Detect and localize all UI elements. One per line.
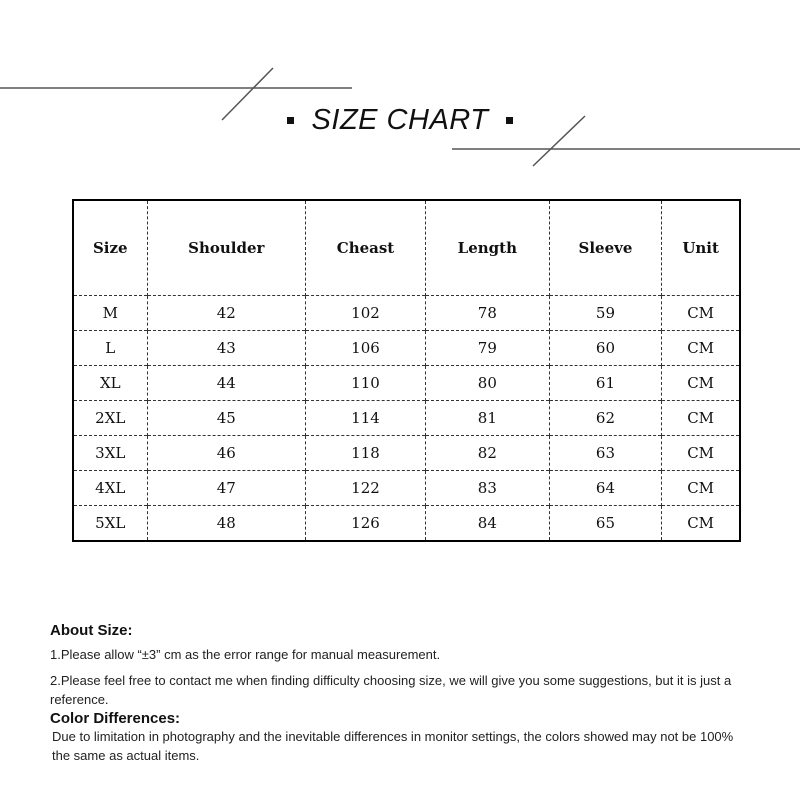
column-header-sleeve: Sleeve	[549, 200, 662, 296]
cell-unit: CM	[662, 471, 740, 506]
table-row	[73, 296, 740, 331]
cell-shoulder: 46	[147, 436, 306, 471]
cell-chest: 126	[306, 506, 426, 542]
right-bullet-icon	[506, 117, 513, 124]
cell-unit: CM	[662, 366, 740, 401]
size-table	[72, 199, 741, 542]
notes-section	[50, 622, 750, 765]
cell-shoulder: 45	[147, 401, 306, 436]
column-header-size: Size	[92, 239, 128, 257]
cell-chest: 102	[306, 296, 426, 331]
cell-shoulder: 47	[147, 471, 306, 506]
cell-length: 80	[425, 366, 549, 401]
cell-sleeve: 61	[549, 366, 662, 401]
color-differences-text: Due to limitation in photography and the inevitable differences in monitor settings, the colors showed may not be 100% the same as actual items.	[52, 729, 734, 763]
column-header-length: Length	[425, 200, 549, 296]
cell-shoulder: 44	[147, 366, 306, 401]
cell-length: 81	[425, 401, 549, 436]
left-bullet-icon	[287, 117, 294, 124]
cell-length: 79	[425, 331, 549, 366]
cell-sleeve: 59	[549, 296, 662, 331]
cell-unit: CM	[662, 506, 740, 542]
about-size-note-1: 1.Please allow “±3” cm as the error range for manual measurement.	[50, 647, 441, 662]
cell-sleeve: 64	[549, 471, 662, 506]
cell-length: 84	[425, 506, 549, 542]
title-block	[270, 100, 530, 140]
cell-chest: 118	[306, 436, 426, 471]
cell-unit: CM	[662, 436, 740, 471]
cell-size: M	[73, 296, 147, 331]
table-row	[73, 331, 740, 366]
cell-chest: 110	[306, 366, 426, 401]
about-size-heading: About Size:	[50, 622, 133, 639]
cell-sleeve: 60	[549, 331, 662, 366]
cell-size: 2XL	[73, 401, 147, 436]
cell-shoulder: 42	[147, 296, 306, 331]
cell-unit: CM	[662, 331, 740, 366]
column-header-unit: Unit	[662, 200, 740, 296]
table-row	[73, 401, 740, 436]
cell-size: 5XL	[73, 506, 147, 542]
cell-unit: CM	[662, 401, 740, 436]
table-row	[73, 436, 740, 471]
cell-size: XL	[73, 366, 147, 401]
cell-shoulder: 48	[147, 506, 306, 542]
cell-length: 83	[425, 471, 549, 506]
cell-chest: 122	[306, 471, 426, 506]
column-header-shoulder: Shoulder	[147, 200, 306, 296]
table-row	[73, 366, 740, 401]
color-differences-heading: Color Differences:	[50, 710, 181, 727]
left-diagonal-line	[222, 68, 273, 120]
cell-length: 78	[425, 296, 549, 331]
cell-chest: 114	[306, 401, 426, 436]
page-title: SIZE CHART	[311, 103, 489, 136]
table-header-row	[73, 200, 740, 296]
cell-unit: CM	[662, 296, 740, 331]
cell-sleeve: 62	[549, 401, 662, 436]
cell-size: 3XL	[73, 436, 147, 471]
cell-size: L	[73, 331, 147, 366]
about-size-note-2: 2.Please feel free to contact me when finding difficulty choosing size, we will give you some suggestions, but it is just a reference.	[50, 673, 732, 707]
cell-length: 82	[425, 436, 549, 471]
cell-sleeve: 63	[549, 436, 662, 471]
cell-size: 4XL	[73, 471, 147, 506]
cell-sleeve: 65	[549, 506, 662, 542]
right-diagonal-line	[533, 116, 585, 166]
table-row	[73, 506, 740, 542]
cell-chest: 106	[306, 331, 426, 366]
cell-shoulder: 43	[147, 331, 306, 366]
table-row	[73, 471, 740, 506]
column-header-chest: Cheast	[306, 200, 426, 296]
